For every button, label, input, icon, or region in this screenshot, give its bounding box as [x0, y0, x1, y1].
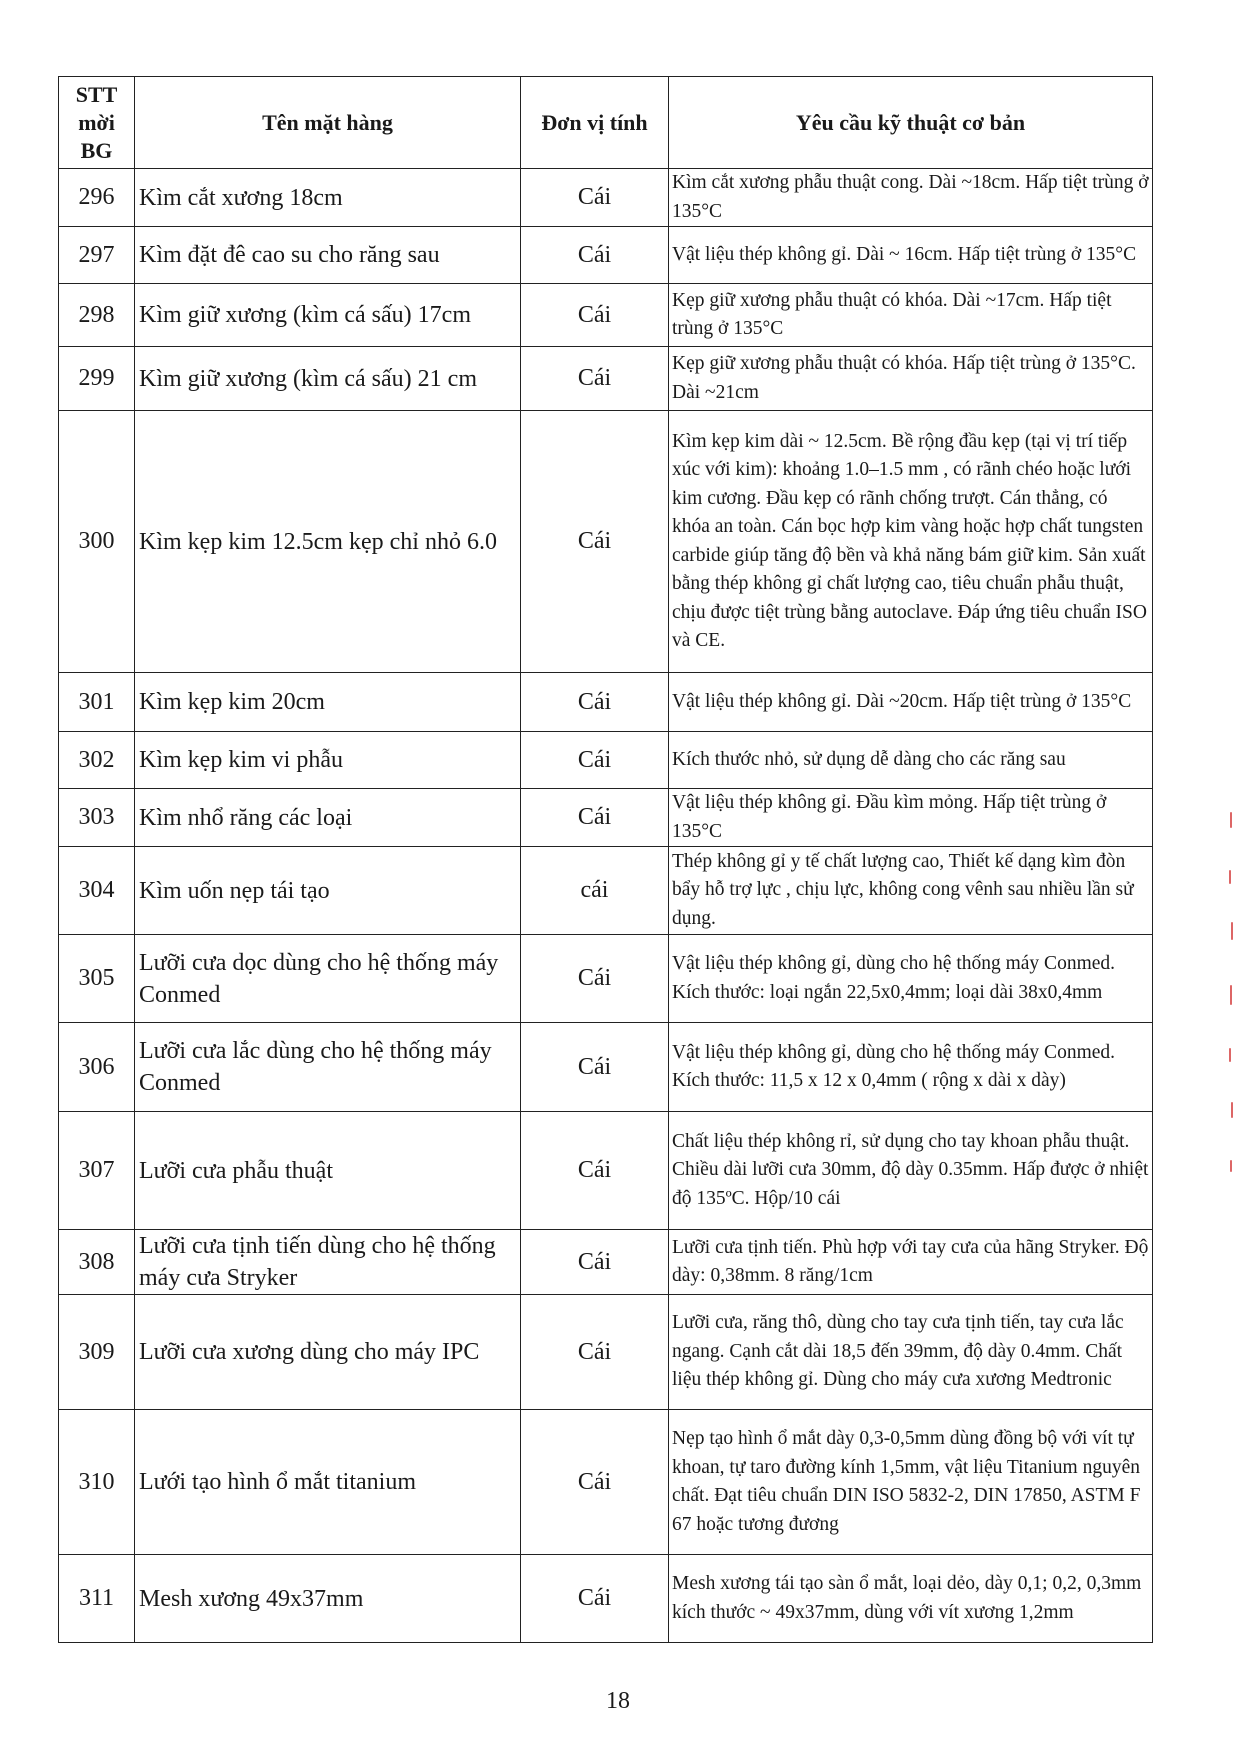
- cell-stt: 297: [59, 227, 135, 284]
- table-row: [59, 169, 1153, 227]
- cell-stt: 306: [59, 1023, 135, 1112]
- stamp-bleed-mark: [1230, 812, 1232, 828]
- cell-item-name: Lưỡi cưa dọc dùng cho hệ thống máy Conmed: [135, 935, 521, 1023]
- cell-item-name: Kìm nhổ răng các loại: [135, 789, 521, 847]
- table-row: [59, 1230, 1153, 1295]
- header-unit: Đơn vị tính: [521, 77, 669, 169]
- cell-item-name: Kìm kẹp kim 12.5cm kẹp chỉ nhỏ 6.0: [135, 411, 521, 673]
- table-row: [59, 284, 1153, 347]
- cell-unit: Cái: [521, 1410, 669, 1555]
- cell-item-name: Kìm kẹp kim 20cm: [135, 673, 521, 732]
- cell-spec: Mesh xương tái tạo sàn ổ mắt, loại dẻo, dày 0,1; 0,2, 0,3mm kích thước ~ 49x37mm, dùng với vít xương 1,2mm: [669, 1555, 1153, 1643]
- page-number: 18: [606, 1688, 630, 1714]
- cell-spec: Chất liệu thép không rỉ, sử dụng cho tay khoan phẫu thuật. Chiều dài lưỡi cưa 30mm, độ dày 0.35mm. Hấp được ở nhiệt độ 135ºC. Hộp/10 cái: [669, 1112, 1153, 1230]
- cell-item-name: Kìm đặt đê cao su cho răng sau: [135, 227, 521, 284]
- cell-stt: 302: [59, 732, 135, 789]
- cell-stt: 304: [59, 847, 135, 935]
- cell-unit: Cái: [521, 1295, 669, 1410]
- cell-spec: Lưỡi cưa tịnh tiến. Phù hợp với tay cưa của hãng Stryker. Độ dày: 0,38mm. 8 răng/1cm: [669, 1230, 1153, 1295]
- table-row: [59, 227, 1153, 284]
- cell-item-name: Lưỡi cưa tịnh tiến dùng cho hệ thống máy cưa Stryker: [135, 1230, 521, 1295]
- cell-spec: Lưỡi cưa, răng thô, dùng cho tay cưa tịnh tiến, tay cưa lắc ngang. Cạnh cắt dài 18,5 đến 39mm, độ dày 0.4mm. Chất liệu thép không gỉ. Dùng cho máy cưa xương Medtronic: [669, 1295, 1153, 1410]
- table-row: [59, 347, 1153, 411]
- cell-stt: 308: [59, 1230, 135, 1295]
- cell-stt: 299: [59, 347, 135, 411]
- cell-unit: Cái: [521, 673, 669, 732]
- table-row: [59, 847, 1153, 935]
- cell-unit: Cái: [521, 347, 669, 411]
- items-table: [58, 76, 1153, 1643]
- stamp-bleed-mark: [1230, 985, 1232, 1005]
- cell-item-name: Lưỡi cưa xương dùng cho máy IPC: [135, 1295, 521, 1410]
- cell-unit: Cái: [521, 411, 669, 673]
- cell-stt: 311: [59, 1555, 135, 1643]
- table-row: [59, 789, 1153, 847]
- cell-stt: 305: [59, 935, 135, 1023]
- cell-stt: 296: [59, 169, 135, 227]
- cell-item-name: Kìm kẹp kim vi phẫu: [135, 732, 521, 789]
- table-row: [59, 1295, 1153, 1410]
- table-header-row: [59, 77, 1153, 169]
- stamp-bleed-mark: [1229, 870, 1231, 884]
- stamp-bleed-mark: [1230, 1160, 1232, 1172]
- table-row: [59, 1023, 1153, 1112]
- cell-spec: Kẹp giữ xương phẫu thuật có khóa. Hấp tiệt trùng ở 135°C. Dài ~21cm: [669, 347, 1153, 411]
- cell-spec: Vật liệu thép không gỉ, dùng cho hệ thống máy Conmed. Kích thước: loại ngắn 22,5x0,4mm; loại dài 38x0,4mm: [669, 935, 1153, 1023]
- stamp-bleed-mark: [1231, 1102, 1233, 1118]
- cell-stt: 309: [59, 1295, 135, 1410]
- table-row: [59, 673, 1153, 732]
- cell-spec: Kẹp giữ xương phẫu thuật có khóa. Dài ~17cm. Hấp tiệt trùng ở 135°C: [669, 284, 1153, 347]
- header-name: Tên mặt hàng: [135, 77, 521, 169]
- cell-spec: Kìm cắt xương phẫu thuật cong. Dài ~18cm. Hấp tiệt trùng ở 135°C: [669, 169, 1153, 227]
- cell-item-name: Kìm cắt xương 18cm: [135, 169, 521, 227]
- cell-spec: Vật liệu thép không gỉ. Dài ~ 16cm. Hấp tiệt trùng ở 135°C: [669, 227, 1153, 284]
- cell-spec: Thép không gỉ y tế chất lượng cao, Thiết kế dạng kìm đòn bẩy hỗ trợ lực , chịu lực, không cong vênh sau nhiều lần sử dụng.: [669, 847, 1153, 935]
- cell-unit: Cái: [521, 732, 669, 789]
- cell-spec: Nẹp tạo hình ổ mắt dày 0,3-0,5mm dùng đồng bộ với vít tự khoan, tự taro đường kính 1,5mm, vật liệu Titanium nguyên chất. Đạt tiêu chuẩn DIN ISO 5832-2, DIN 17850, ASTM F 67 hoặc tương đương: [669, 1410, 1153, 1555]
- cell-unit: Cái: [521, 935, 669, 1023]
- table-row: [59, 935, 1153, 1023]
- cell-stt: 310: [59, 1410, 135, 1555]
- cell-unit: Cái: [521, 1230, 669, 1295]
- cell-unit: Cái: [521, 284, 669, 347]
- table-row: [59, 732, 1153, 789]
- cell-item-name: Lưỡi cưa lắc dùng cho hệ thống máy Conmed: [135, 1023, 521, 1112]
- cell-spec: Vật liệu thép không gỉ. Dài ~20cm. Hấp tiệt trùng ở 135°C: [669, 673, 1153, 732]
- table-row: [59, 1410, 1153, 1555]
- stamp-bleed-mark: [1231, 922, 1233, 940]
- cell-unit: Cái: [521, 1112, 669, 1230]
- stamp-bleed-mark: [1229, 1048, 1231, 1062]
- cell-item-name: Kìm giữ xương (kìm cá sấu) 21 cm: [135, 347, 521, 411]
- cell-stt: 298: [59, 284, 135, 347]
- cell-spec: Vật liệu thép không gỉ. Đầu kìm mỏng. Hấp tiệt trùng ở 135°C: [669, 789, 1153, 847]
- header-stt: STT mời BG: [59, 77, 135, 169]
- cell-unit: Cái: [521, 227, 669, 284]
- cell-unit: Cái: [521, 169, 669, 227]
- cell-item-name: Lưới tạo hình ổ mắt titanium: [135, 1410, 521, 1555]
- cell-item-name: Kìm giữ xương (kìm cá sấu) 17cm: [135, 284, 521, 347]
- cell-spec: Kìm kẹp kim dài ~ 12.5cm. Bề rộng đầu kẹp (tại vị trí tiếp xúc với kim): khoảng 1.0–1.5 mm , có rãnh chéo hoặc lưới kim cương. Đầu kẹp có rãnh chống trượt. Cán thẳng, có khóa an toàn. Cán bọc hợp kim vàng hoặc hợp chất tungsten carbide giúp tăng độ bền và khả năng bám giữ kim. Sản xuất bằng thép không gỉ chất lượng cao, tiêu chuẩn phẫu thuật, chịu được tiệt trùng bằng autoclave. Đáp ứng tiêu chuẩn ISO và CE.: [669, 411, 1153, 673]
- header-spec: Yêu cầu kỹ thuật cơ bản: [669, 77, 1153, 169]
- cell-unit: Cái: [521, 1023, 669, 1112]
- cell-spec: Vật liệu thép không gỉ, dùng cho hệ thống máy Conmed. Kích thước: 11,5 x 12 x 0,4mm ( rộng x dài x dày): [669, 1023, 1153, 1112]
- table-row: [59, 1112, 1153, 1230]
- cell-spec: Kích thước nhỏ, sử dụng dễ dàng cho các răng sau: [669, 732, 1153, 789]
- cell-item-name: Lưỡi cưa phẫu thuật: [135, 1112, 521, 1230]
- cell-stt: 301: [59, 673, 135, 732]
- cell-item-name: Kìm uốn nẹp tái tạo: [135, 847, 521, 935]
- table-row: [59, 1555, 1153, 1643]
- cell-stt: 303: [59, 789, 135, 847]
- cell-unit: Cái: [521, 1555, 669, 1643]
- cell-stt: 307: [59, 1112, 135, 1230]
- table-row: [59, 411, 1153, 673]
- cell-item-name: Mesh xương 49x37mm: [135, 1555, 521, 1643]
- cell-unit: Cái: [521, 789, 669, 847]
- cell-unit: cái: [521, 847, 669, 935]
- cell-stt: 300: [59, 411, 135, 673]
